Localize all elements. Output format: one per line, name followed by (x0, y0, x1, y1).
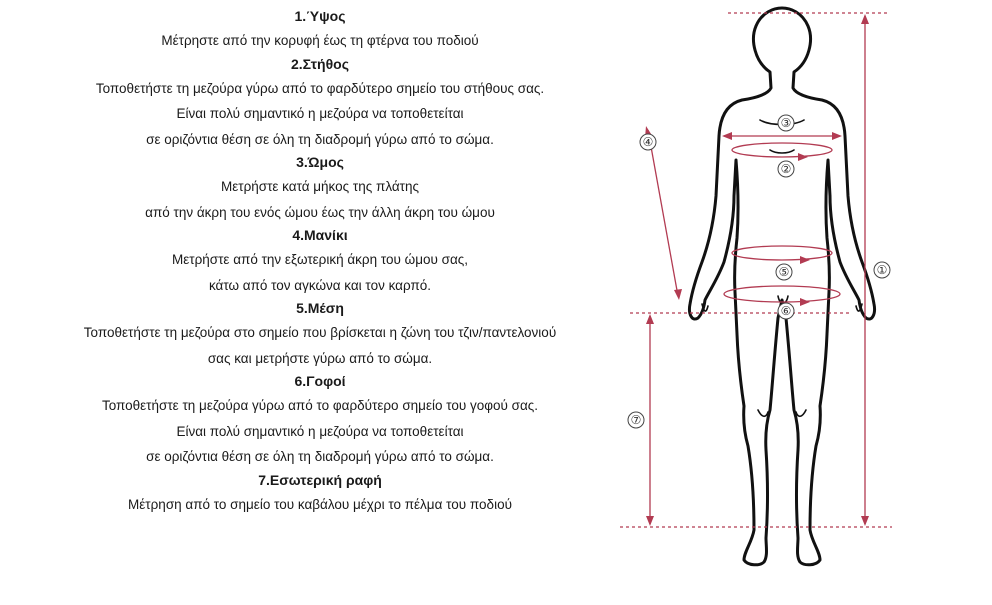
section-title: 5.Μέση (296, 300, 344, 316)
section-3 (20, 153, 620, 225)
section-line: κάτω από τον αγκώνα και τον καρπό. (208, 277, 432, 293)
section-7 (20, 471, 620, 518)
section-1 (20, 7, 620, 54)
measurement-instructions (20, 6, 620, 517)
badge-chest (778, 161, 794, 177)
section-2 (20, 55, 620, 153)
section-6 (20, 372, 620, 470)
badge-hips (778, 303, 794, 319)
section-line: Μετρήστε από την εξωτερική άκρη του ώμου σας, (171, 252, 469, 267)
chest-loop (732, 143, 832, 157)
svg-text:①: ① (876, 263, 888, 277)
section-line: Τοποθετήστε τη μεζούρα γύρω από το φαρδύτερο σημείο του γοφού σας. (101, 398, 539, 413)
section-line: Είναι πολύ σημαντικό η μεζούρα να τοποθετείται (176, 106, 464, 121)
section-5 (20, 299, 620, 371)
section-title: 4.Μανίκι (292, 227, 348, 243)
body-diagram (610, 0, 992, 600)
section-title: 3.Ώμος (296, 154, 344, 170)
section-line: Είναι πολύ σημαντικό η μεζούρα να τοποθετείται (176, 423, 464, 439)
sleeve-line (648, 130, 678, 296)
badge-inseam (628, 412, 644, 428)
section-line: Τοποθετήστε τη μεζούρα στο σημείο που βρίσκεται η ζώνη του τζιν/παντελονιού (83, 325, 557, 340)
badge-height (874, 262, 890, 278)
section-title: 6.Γοφοί (294, 373, 346, 389)
section-line: σε οριζόντια θέση σε όλη τη διαδρομή γύρω από το σώμα. (146, 131, 494, 147)
section-line: Μετρήστε κατά μήκος της πλάτης (220, 179, 420, 194)
badge-sleeve (640, 134, 656, 150)
section-4 (20, 226, 620, 298)
section-line: από την άκρη του ενός ώμου έως την άλλη άκρη του ώμου (145, 204, 495, 220)
section-line: Μέτρηση από το σημείο του καβάλου μέχρι το πέλμα του ποδιού (128, 496, 512, 512)
svg-text:③: ③ (780, 116, 792, 130)
section-line: Μέτρηστε από την κορυφή έως τη φτέρνα του ποδιού (161, 33, 479, 48)
section-title: 7.Εσωτερική ραφή (258, 471, 382, 488)
svg-text:⑤: ⑤ (778, 265, 790, 279)
section-title: 2.Στήθος (290, 55, 350, 72)
section-line: Τοποθετήστε τη μεζούρα γύρω από το φαρδύτερο σημείο του στήθους σας. (95, 80, 545, 96)
svg-text:⑦: ⑦ (630, 413, 642, 427)
section-line: σας και μετρήστε γύρω από το σώμα. (207, 350, 433, 366)
svg-text:④: ④ (642, 135, 654, 149)
section-title: 1.Ύψος (294, 8, 346, 24)
waist-loop (732, 246, 832, 260)
svg-text:②: ② (780, 162, 792, 176)
svg-text:⑥: ⑥ (780, 304, 792, 318)
badge-shoulder (778, 115, 794, 131)
section-line: σε οριζόντια θέση σε όλη τη διαδρομή γύρω από το σώμα. (146, 449, 494, 464)
badge-waist (776, 264, 792, 280)
body-measurement-figure (610, 0, 992, 600)
